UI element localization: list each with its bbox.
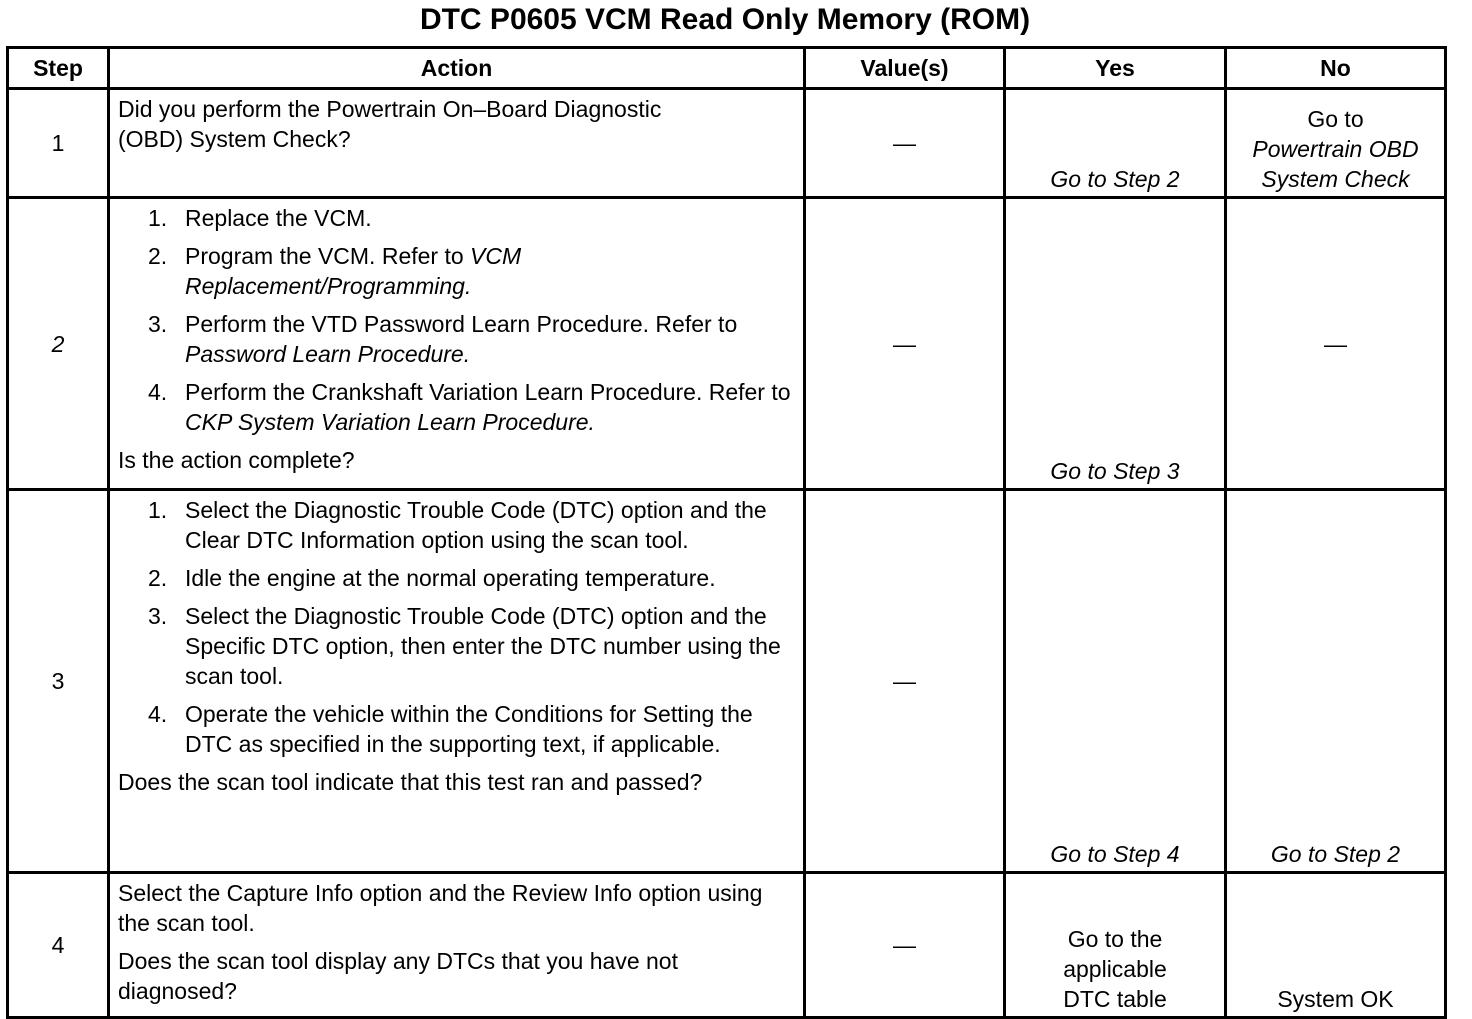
no-text: Powertrain OBD	[1252, 136, 1419, 162]
list-number: 2.	[148, 243, 168, 269]
list-number: 4.	[148, 379, 168, 405]
action-cell	[109, 198, 805, 490]
list-number: 3.	[148, 311, 168, 337]
diagnostic-table	[6, 46, 1447, 1019]
list-number: 1.	[148, 497, 168, 523]
list-number: 2.	[148, 565, 168, 591]
step-number: 3	[8, 490, 109, 873]
list-text: Perform the VTD Password Learn Procedure. Refer to	[185, 311, 738, 337]
list-text: Replace the VCM.	[185, 205, 372, 231]
list-item	[148, 309, 797, 369]
yes-cell: Go to Step 3	[1005, 198, 1226, 490]
no-cell: System OK	[1226, 873, 1446, 1018]
page-title: DTC P0605 VCM Read Only Memory (ROM)	[419, 3, 1031, 36]
header-values: Value(s)	[805, 48, 1005, 89]
table-row	[8, 873, 1446, 1018]
list-item	[148, 377, 797, 437]
yes-text: applicable	[1063, 956, 1167, 982]
list-text: Operate the vehicle within the Conditions for Setting the DTC as specified in the supporting text, if applicable.	[185, 701, 753, 757]
table-row	[8, 89, 1446, 198]
value-cell: —	[805, 198, 1005, 490]
no-text: Go to	[1307, 106, 1364, 132]
header-step: Step	[8, 48, 109, 89]
action-cell	[109, 873, 805, 1018]
action-cell	[109, 490, 805, 873]
list-text: Program the VCM. Refer to	[185, 243, 471, 269]
yes-cell	[1005, 873, 1226, 1018]
action-list	[118, 203, 797, 437]
yes-text: DTC table	[1063, 986, 1167, 1012]
reference-link-text: VCM Replacement/Programming.	[185, 243, 522, 299]
value-cell: —	[805, 490, 1005, 873]
list-text: Perform the Crankshaft Variation Learn Procedure. Refer to	[185, 379, 791, 405]
question-text: Does the scan tool display any DTCs that you have not diagnosed?	[118, 948, 678, 1004]
action-text: Select the Capture Info option and the Review Info option using the scan tool.	[118, 880, 763, 936]
yes-cell: Go to Step 4	[1005, 490, 1226, 873]
list-item	[148, 699, 797, 759]
list-item	[148, 495, 797, 555]
action-cell	[109, 89, 805, 198]
no-cell: —	[1226, 198, 1446, 490]
yes-text: Go to the	[1067, 926, 1163, 952]
list-text: Select the Diagnostic Trouble Code (DTC) option and the Specific DTC option, then enter the DTC number using the scan tool.	[185, 603, 781, 689]
table-header-row	[8, 48, 1446, 89]
yes-cell: Go to Step 2	[1005, 89, 1226, 198]
question-text: Is the action complete?	[118, 447, 355, 473]
question-text: Does the scan tool indicate that this test ran and passed?	[118, 769, 703, 795]
reference-link-text: CKP System Variation Learn Procedure.	[185, 409, 595, 435]
step-number: 2	[8, 198, 109, 490]
value-cell: —	[805, 873, 1005, 1018]
no-cell: Go to Step 2	[1226, 490, 1446, 873]
header-no: No	[1226, 48, 1446, 89]
step-number: 4	[8, 873, 109, 1018]
table-row	[8, 490, 1446, 873]
list-item	[148, 563, 797, 593]
list-item	[148, 241, 797, 301]
value-cell: —	[805, 89, 1005, 198]
no-cell	[1226, 89, 1446, 198]
action-list	[118, 495, 797, 759]
list-text: Idle the engine at the normal operating temperature.	[185, 565, 716, 591]
list-number: 3.	[148, 603, 168, 629]
list-text: Select the Diagnostic Trouble Code (DTC) option and the Clear DTC Information option using the scan tool.	[185, 497, 767, 553]
no-text: System Check	[1261, 166, 1410, 192]
list-item	[148, 203, 797, 233]
table-row	[8, 198, 1446, 490]
step-number: 1	[8, 89, 109, 198]
list-item	[148, 601, 797, 691]
reference-link-text: Password Learn Procedure.	[185, 341, 471, 367]
header-yes: Yes	[1005, 48, 1226, 89]
header-action: Action	[109, 48, 805, 89]
list-number: 1.	[148, 205, 168, 231]
list-number: 4.	[148, 701, 168, 727]
action-text: Did you perform the Powertrain On–Board Diagnostic	[118, 96, 662, 122]
action-text: (OBD) System Check?	[118, 126, 351, 152]
